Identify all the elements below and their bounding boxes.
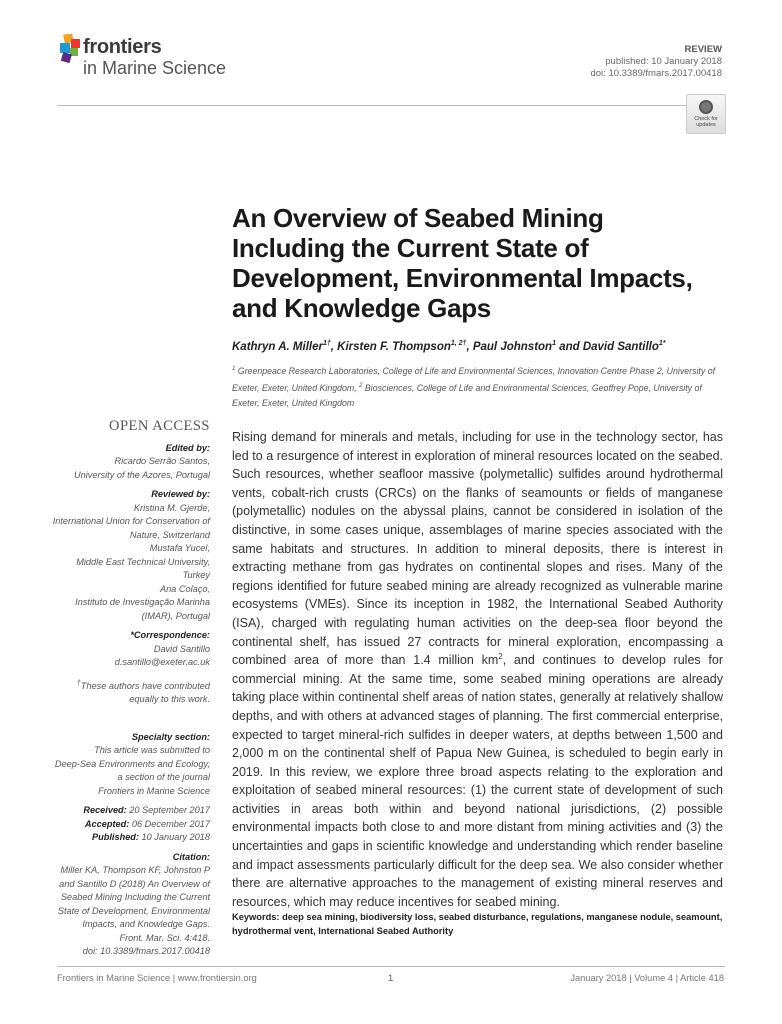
reviewed-by-label: Reviewed by: <box>151 489 210 499</box>
specialty-line: This article was submitted to <box>94 745 210 756</box>
sep: , <box>330 340 338 353</box>
reviewer-line: Turkey <box>182 570 210 580</box>
citation-label: Citation: <box>172 851 210 862</box>
author-name: Paul Johnston <box>472 340 553 353</box>
author-sup: 1* <box>658 340 666 347</box>
citation <box>40 864 210 959</box>
accepted-value: 06 December 2017 <box>129 818 210 829</box>
published-label: Published: <box>92 832 139 843</box>
reviewer-line: Nature, Switzerland <box>129 529 210 540</box>
author-name: David Santillo <box>582 340 659 353</box>
affiliation: Biosciences, College of Life and Environmental Sciences, Geoffrey Pope, University of Exeter, Exeter, United Kingdom <box>232 382 702 408</box>
keywords-label: Keywords: <box>232 912 280 922</box>
correspondence-label: *Correspondence: <box>130 630 210 640</box>
article-sidebar <box>40 420 210 959</box>
edited-by-label: Edited by: <box>165 442 210 453</box>
published-value: 10 January 2018 <box>138 832 210 843</box>
accepted-label: Accepted: <box>84 818 130 829</box>
citation-line: Impacts, and Knowledge Gaps. <box>82 919 210 930</box>
published-date-side <box>40 831 210 845</box>
specialty-line: Frontiers in Marine Science <box>98 785 210 796</box>
bookmark-icon <box>699 100 713 114</box>
header-divider <box>57 105 725 106</box>
note-sup: † <box>76 677 81 687</box>
author-list <box>232 340 732 353</box>
editor-list <box>40 455 210 482</box>
citation-line: State of Development, Environmental <box>57 905 210 916</box>
affil-sup: 1 <box>232 366 236 372</box>
reviewer-line: International Union for Conservation of <box>52 516 210 526</box>
citation-line: and Santillo D (2018) An Overview of <box>59 878 210 889</box>
received-date <box>40 804 210 818</box>
affiliation: Greenpeace Research Laboratories, College of Life and Environmental Sciences, Innovation Centre Phase 2, University of Exeter, Exeter, United Kingdom, <box>232 365 716 393</box>
abstract-text: Rising demand for minerals and metals, including for use in the technology sector, has led to a resurgence of interest in exploration of mineral resources located on the seabed. Such resources, whether seafloor massive (polymetallic) sulfides around hydrothermal vents, cobalt-rich crusts (CRCs) on the flanks of seamounts or fields of manganese (polymetallic) nodules on the abyssal plains, cannot be considered in isolation of the distinctive, in some cases unique, assemblages of marine species associated with the same habitats and structures. In addition to mineral deposits, there is interest in extracting methane from gas hydrates on continental slopes and rises. Many of the regions identified for future seabed mining are already recognized as vulnerable marine ecosystems (VMEs). Since its inception in 1982, the International Seabed Authority (ISA), charged with regulating human activities on the deep-sea floor beyond the continental shelf, has issued 27 contracts for mineral exploration, encompassing a combined area of more than 1.4 million km <box>232 430 723 668</box>
logo-text-journal: in Marine Science <box>83 58 227 78</box>
abstract <box>232 428 723 911</box>
specialty-section <box>40 744 210 798</box>
note-line: These authors have contributed <box>80 680 210 691</box>
author-name: Kirsten F. Thompson <box>337 340 451 353</box>
check-updates-label: Check for updates <box>694 116 718 128</box>
received-label: Received: <box>83 805 127 816</box>
accepted-date <box>40 818 210 832</box>
editor-line[interactable]: Ricardo Serrão Santos, <box>114 456 210 466</box>
keywords <box>232 911 723 938</box>
footer-divider <box>57 966 725 967</box>
abstract-text: , and continues to develop rules for commercial mining. At the same time, some seabed mining operations are already taking place within continental shelf areas of nation states, generally at relatively shallow depths, and with others at advanced stages of planning. The first commercial enterprise, expected to target mineral-rich sulfides in deeper waters, at depths between 1,500 and 2,000 m on the continental shelf of Papua New Guinea, is scheduled to begin early in 2019. In this review, we explore three broad aspects relating to the exploration and exploitation of seabed mineral resources: (1) the current state of development of such activities in areas both within and beyond national jurisdictions, (2) possible environmental impacts both close to and more distant from mining activities and (3) the uncertainties and gaps in scientific knowledge and understanding which render baseline and impact assessments particularly difficult for the deep sea. We also consider whether there are alternative approaches to the management of existing mineral reserves and resources, which may reduce incentives for seabed mining. <box>232 653 723 909</box>
reviewer-line[interactable]: Kristina M. Gjerde, <box>133 502 210 513</box>
received-value: 20 September 2017 <box>126 805 210 816</box>
author[interactable] <box>473 341 556 353</box>
editor-line: University of the Azores, Portugal <box>74 469 210 480</box>
citation-line: Miller KA, Thompson KF, Johnston P <box>60 865 210 876</box>
reviewer-line: Instituto de Investigação Marinha <box>75 597 210 607</box>
correspondence <box>40 643 210 670</box>
article-type: REVIEW <box>684 44 722 55</box>
reviewer-line[interactable]: Mustafa Yucel, <box>149 543 210 553</box>
abstract-superscript: 2 <box>498 651 503 661</box>
citation-line: Front. Mar. Sci. 4:418. <box>119 932 210 943</box>
citation-line: Seabed Mining Including the Current <box>60 892 210 903</box>
footer-issue: January 2018 | Volume 4 | Article 418 <box>570 973 724 983</box>
published-date: published: 10 January 2018 <box>605 56 722 67</box>
reviewer-line: Middle East Technical University, <box>76 556 210 567</box>
specialty-section-label: Specialty section: <box>131 731 210 742</box>
author-name: Kathryn A. Miller <box>232 340 323 353</box>
author-sup: 1, 2† <box>450 340 467 347</box>
author-sup: 1 <box>552 340 556 347</box>
correspondent-email[interactable]: d.santillo@exeter.ac.uk <box>114 657 210 667</box>
affiliations <box>232 362 722 411</box>
affil-sup: 2 <box>359 382 363 389</box>
reviewer-line: (IMAR), Portugal <box>141 610 210 621</box>
open-access-label: OPEN ACCESS <box>109 418 210 434</box>
dates <box>40 804 210 845</box>
journal-logo[interactable] <box>58 34 258 84</box>
frontiers-logo-icon <box>58 34 82 64</box>
note-line: equally to this work. <box>129 694 210 705</box>
specialty-line: Deep-Sea Environments and Ecology, <box>54 758 210 769</box>
article-title: An Overview of Seabed Mining Including the Current State of Development, Environmental Impacts, and Knowledge Gaps <box>232 203 693 323</box>
reviewer-line[interactable]: Ana Colaço, <box>159 583 210 594</box>
page-number: 1 <box>388 973 394 983</box>
sep: , <box>466 340 473 353</box>
sep: and <box>555 340 583 353</box>
author[interactable] <box>583 341 666 353</box>
doi[interactable]: doi: 10.3389/fmars.2017.00418 <box>590 68 722 79</box>
reviewer-list <box>40 502 210 624</box>
equal-contribution-note <box>40 676 210 707</box>
author-sup: 1† <box>322 340 331 347</box>
logo-text-frontiers: frontiers <box>83 36 162 58</box>
article-meta <box>590 44 722 80</box>
citation-doi[interactable]: doi: 10.3389/fmars.2017.00418 <box>82 946 210 957</box>
correspondent-name[interactable]: David Santillo <box>153 643 210 654</box>
check-for-updates-button[interactable] <box>686 94 726 134</box>
footer-journal[interactable]: Frontiers in Marine Science | www.frontiersin.org <box>57 973 257 983</box>
specialty-line: a section of the journal <box>117 772 210 783</box>
author[interactable] <box>232 341 331 353</box>
keywords-list: deep sea mining, biodiversity loss, seabed disturbance, regulations, manganese nodule, seamount, hydrothermal vent, International Seabed Authority <box>232 912 723 936</box>
author[interactable] <box>337 341 466 353</box>
